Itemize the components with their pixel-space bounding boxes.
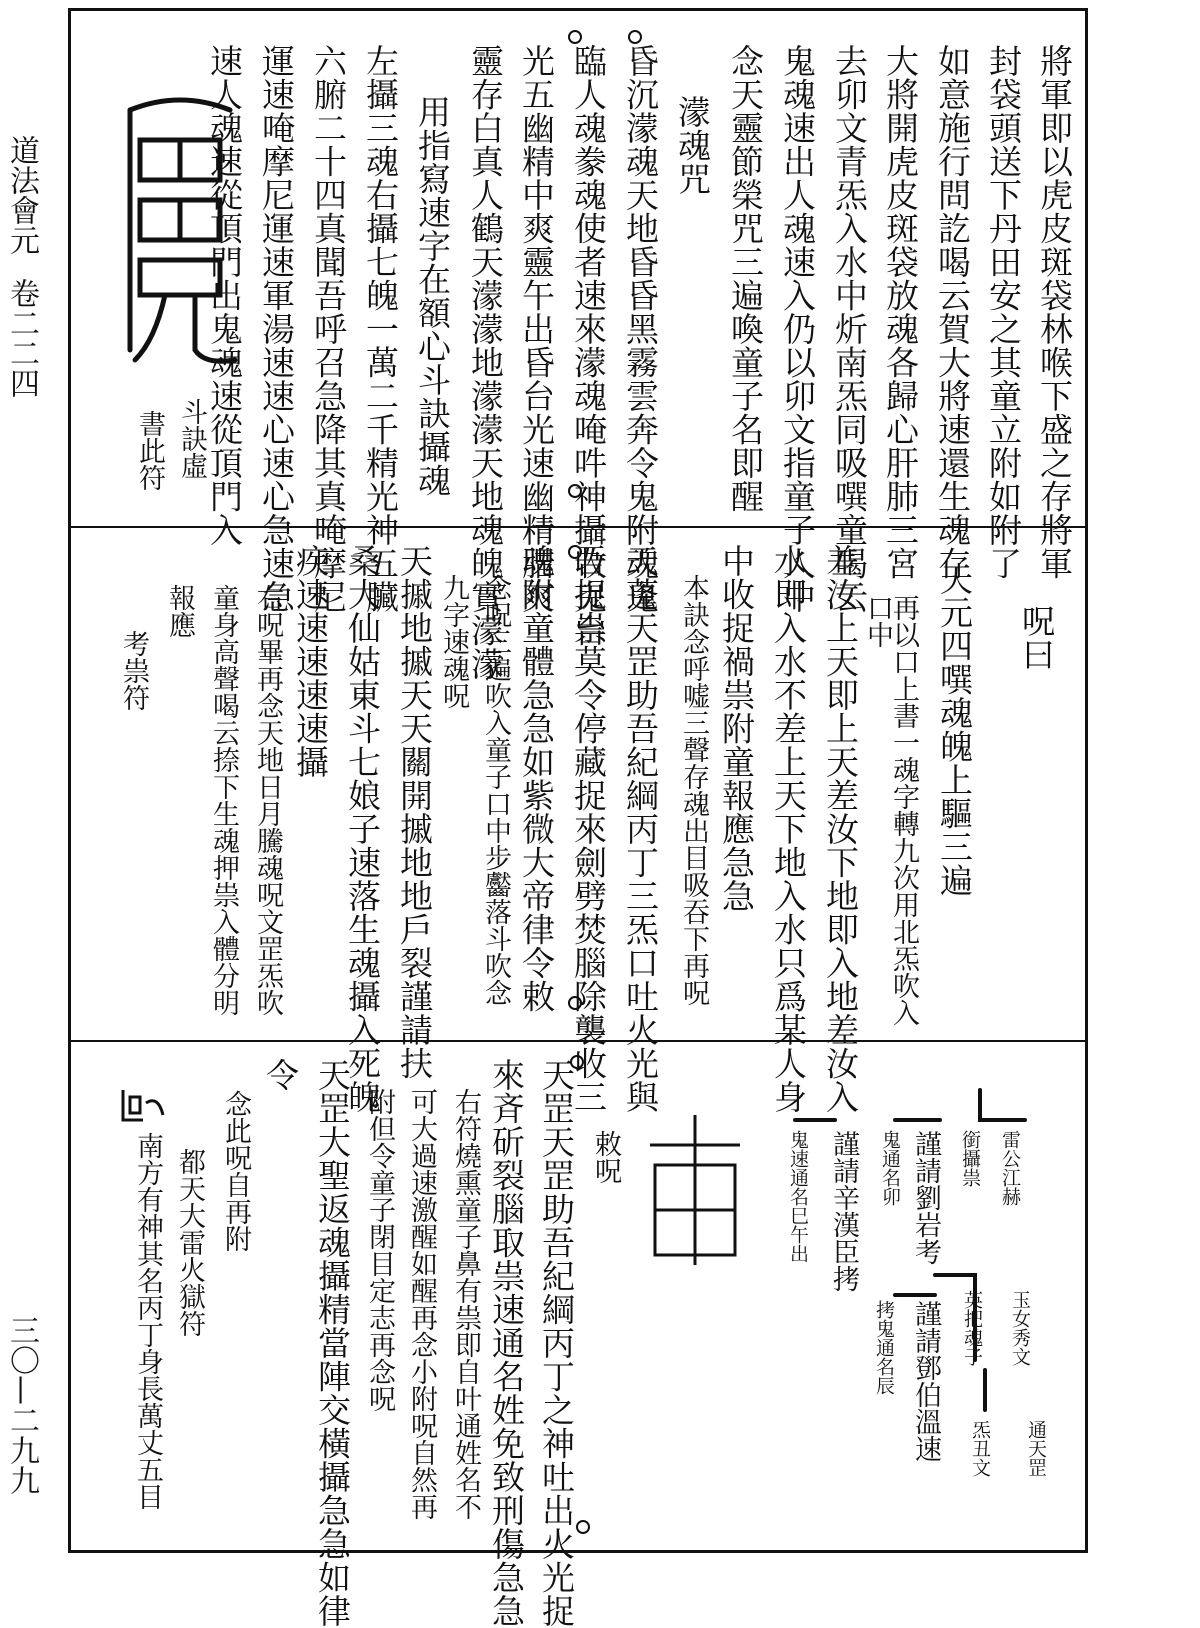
fu-caption-1: 斗訣虛 <box>176 398 207 479</box>
s1-col-9: 昏沉濛魂天地昏昏黑霧雲奔令鬼附魂鬼 <box>621 44 660 614</box>
s2-col-10: 吾捉祟莫令停藏捉來劍劈焚腦除襲收三 <box>569 544 608 1114</box>
s3-col-10: 都天大雷火獄符 <box>174 1148 205 1337</box>
t-col-11: 通天罡 <box>1025 1420 1047 1477</box>
volume-label: 卷二二四 <box>4 278 39 398</box>
s2-col-1: 呪曰 <box>1017 604 1056 671</box>
s1-col-2: 封袋頭送下丹田安之其童立附如附了 <box>984 44 1023 580</box>
s3-col-4: 右符燒熏童子鼻有祟即自叶通姓名不 <box>450 1088 481 1520</box>
s2-col-3: 再以口上書一魂字轉九次用北炁吹入 <box>888 594 919 1026</box>
s1-col-5: 去卯文青炁入水中炘南炁同吸噀童喝云 <box>830 44 869 614</box>
s2-col-2: 天元四噀魂魄上驅三遍 <box>935 562 974 897</box>
s3-col-2: 天罡天罡助吾紀綱丙丁之神吐出火光捉 <box>537 1058 576 1628</box>
s1-col-13: 用指寫速字在額心斗訣攝魂 <box>413 95 452 497</box>
s1-col-4: 大將開虎皮斑袋放魂各歸心肝肺三宮 <box>881 44 920 580</box>
s1-col-6: 鬼魂速出人魂速入仍以卯文指童子人中 <box>778 44 817 614</box>
s2-col-19: 報應 <box>164 584 195 638</box>
t-col-7: 玉女秀文 <box>1009 1290 1031 1366</box>
s2-col-6: 水即入水不差上天下地入水只爲某人身 <box>769 544 808 1114</box>
t-col-9: 謹請鄧伯溫速 <box>910 1300 941 1462</box>
fu-caption-2: 書此符 <box>134 410 165 491</box>
s1-col-14: 左攝三魂右攝七魄一萬二千精光神五臟 <box>361 44 400 614</box>
s2-col-7: 中收捉禍祟附童報應急急 <box>717 544 756 913</box>
s2-col-5: 差汝上天即上天差汝下地即入地差汝入 <box>821 544 860 1114</box>
s2-col-12: 念呪三遍吹入童子口中步齾落斗吹念 <box>480 574 511 1006</box>
circle-mark <box>628 30 642 44</box>
s3-col-3: 來斉斫裂腦取祟速通名姓免致刑傷急急 <box>487 1058 526 1628</box>
circle-mark <box>568 996 582 1010</box>
s2-col-16: 疾速速速速速攝 <box>291 544 330 779</box>
s3-col-6: 附但令童子閉目定志再念呪 <box>364 1088 395 1412</box>
s2-col-11: 魂附童體急急如紫微大帝律令敕 <box>517 544 556 1013</box>
s2-col-17: 右呪畢再念天地日月騰魂呪文罡炁吹 <box>252 584 283 1016</box>
s1-col-1: 將軍即以虎皮斑袋林喉下盛之存將軍 <box>1035 44 1074 580</box>
s1-col-12: 靈存白真人鶴天濛濛地濛濛天地魂魄實濛濛 <box>466 44 505 681</box>
s2-col-13: 九字速魂呪 <box>438 574 469 709</box>
s3-col-7: 天罡大聖返魂攝精當陣交橫攝急急如律 <box>313 1058 352 1628</box>
s2-col-8: 本訣念呼嘘三聲存魂出目吸吞下再呪 <box>678 574 709 1006</box>
t-col-1: 雷公江赫 <box>999 1130 1021 1206</box>
s1-col-8: 濛魂咒 <box>673 95 712 196</box>
s2-col-15: 桑大仙姑東斗七娘子速落生魂攝入死魄 <box>343 544 382 1114</box>
s1-col-11: 光五幽精中爽靈午出昏台光速幽精腊爽 <box>517 44 556 614</box>
talisman-grid <box>640 1115 750 1265</box>
t-col-6: 鬼速通名巳午出 <box>787 1130 809 1263</box>
s1-col-17: 速人魂速從頂門出鬼魂速從頂門入 <box>205 44 244 547</box>
circle-mark <box>568 30 582 44</box>
s1-col-16: 運速唵摩尼運速軍湯速速心速心急速急 <box>257 44 296 614</box>
t-col-3: 謹請劉岩考 <box>910 1130 941 1265</box>
s3-col-5: 可大過速激醒如醒再念小附呪自然再 <box>406 1088 437 1520</box>
talisman-lines <box>775 1060 1035 1440</box>
circle-mark <box>576 1520 590 1534</box>
small-fu-glyph <box>118 1085 168 1125</box>
page-number: 三〇—二九九 <box>4 1315 39 1495</box>
s2-col-9: 天蓬天罡助吾紀綱丙丁三炁口吐火光與 <box>621 544 660 1114</box>
s2-col-18: 童身高聲喝云捺下生魂押祟入體分明 <box>208 584 239 1016</box>
t-col-10: 拷鬼通名辰 <box>873 1300 895 1395</box>
s1-col-15: 六腑二十四真聞吾呼召急降其真唵摩尼 <box>309 44 348 614</box>
t-col-2: 銜攝祟 <box>959 1130 981 1187</box>
t-col-5: 謹請辛漢臣拷 <box>828 1130 859 1292</box>
t-col-8: 英把魂子 <box>961 1290 983 1366</box>
t-col-12: 炁丑文 <box>969 1420 991 1477</box>
s2-col-20: 考祟符 <box>118 630 149 711</box>
s2-col-14: 天摵地摵天天關開摵地地戶裂謹請扶 <box>395 544 434 1080</box>
talisman-fu-drawing <box>110 80 250 380</box>
s1-col-7: 念天靈節榮咒三遍喚童子名即醒 <box>726 44 765 513</box>
s2-col-4: 口中 <box>862 594 893 648</box>
s3-col-8: 令 <box>261 1058 300 1092</box>
t-col-4: 鬼通名卯 <box>879 1130 901 1206</box>
circle-mark <box>568 484 582 498</box>
s3-col-1: 敕呪 <box>590 1130 621 1184</box>
s1-col-3: 如意施行問訖喝云賀大將速還生魂存 <box>933 44 972 580</box>
book-title: 道法會元 <box>4 135 39 255</box>
s1-col-10: 臨人魂豢魂使者速來濛魂唵吽神攝收鬼台 <box>569 44 608 647</box>
s3-col-9: 念此呪自再附 <box>220 1090 251 1252</box>
s3-col-11: 南方有神其名丙丁身長萬丈五目 <box>132 1132 163 1510</box>
